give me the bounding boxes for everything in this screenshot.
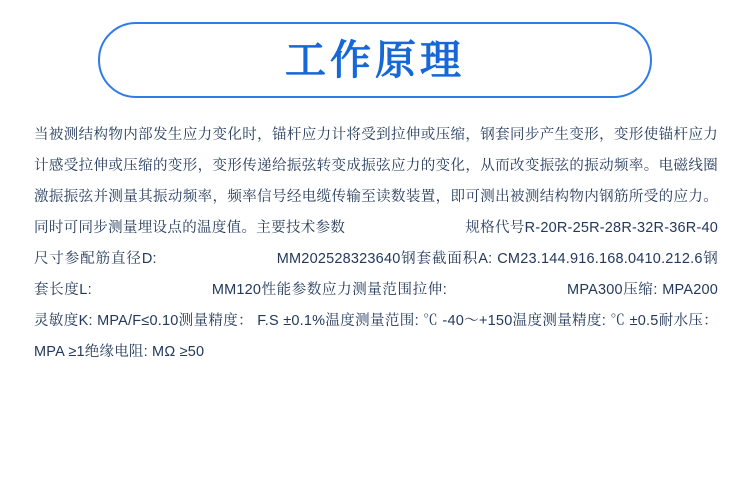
paragraph-segment-4: MM120性能参数应力测量范围拉伸: (211, 282, 448, 298)
body-text-block (34, 120, 718, 368)
page-title: 工作原理 (285, 36, 465, 83)
paragraph-segment-1: 当被测结构物内部发生应力变化时，锚杆应力计将受到拉伸或压缩，钢套同步产生变形，变形使锚杆应力计感受拉伸或压缩的变形，变形传递给振弦转变成振弦应力的变化，从而改变振弦的振动频率。电磁线圈激振振弦并测量其振动频率，频率信号经电缆传输至读数装置，即可测出被测结构物内钢筋所受的应力。同时可同步测量埋设点的温度值。主要技术参数 (34, 127, 718, 236)
paragraph-segment-5: MPA300压缩: MPA200灵敏度K: MPA/F≤0.10测量精度： F.S ±0.1%温度测量范围: ℃ -40～+150温度测量精度: ℃ ±0.5耐水压： MPA ≥1绝缘电阻: MΩ ≥50 (34, 282, 718, 360)
description-paragraph (34, 120, 718, 368)
title-banner (98, 22, 652, 98)
paragraph-segment-3: MM202528323640钢套截面积A: CM23.144.916.168.0410.212.6钢套长度L: (34, 251, 718, 298)
paragraph-segment-2: 规格代号R-20R-25R-28R-32R-36R-40尺寸参配筋直径D: (34, 220, 719, 267)
